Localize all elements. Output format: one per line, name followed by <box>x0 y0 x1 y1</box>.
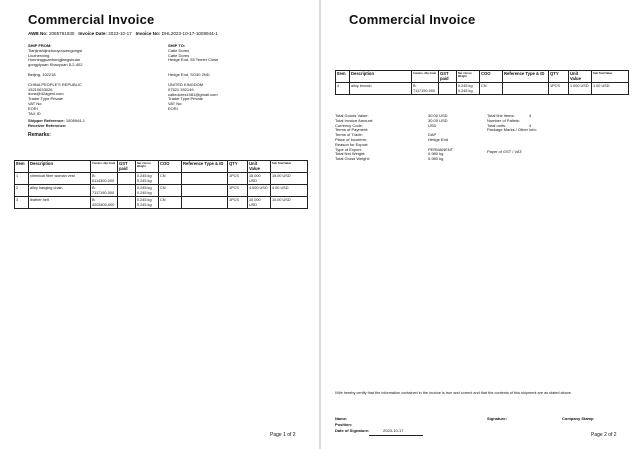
awb-number: 2085761930 <box>48 31 75 36</box>
cell-coo: CN <box>480 83 503 95</box>
total-label: Total Goods Value: <box>335 113 369 118</box>
cell-unit-value: 15.000 USD <box>248 173 271 185</box>
items-table <box>335 70 629 95</box>
total-label: Terms of Payment: <box>335 127 369 133</box>
cell-subtotal: 10.00 USD <box>271 197 308 209</box>
ship-to-line: Hedge End, 55 Terrier Close <box>168 57 219 63</box>
cell-subtotal: 15.00 USD <box>271 173 308 185</box>
invoice-header-line <box>28 32 218 37</box>
shipper-ref-label: Shipper Reference: <box>28 118 65 123</box>
ship-from-line: TAX ID <box>28 110 41 116</box>
cell-qty: 1PCS <box>228 185 248 197</box>
b-prefix: B: <box>92 174 96 178</box>
total-label: Reason for Export: <box>335 141 369 147</box>
remarks-label: Remarks: <box>28 132 51 138</box>
cell-commodity-code <box>412 83 439 95</box>
cell-subtotal: 1.00 USD <box>592 83 629 95</box>
cell-description: chemical fiber woman vest <box>29 173 91 185</box>
ship-to-line: Catie Dores <box>168 47 190 53</box>
cell-unit-value: 1.000 USD <box>569 83 592 95</box>
total-value: 0.980 kg <box>428 151 444 157</box>
sig-date-label: Date of Signature: <box>335 428 370 433</box>
total-label: Total Invoice Amount: <box>335 117 374 123</box>
col-reference: Reference Type & ID <box>182 161 228 173</box>
cell-gst <box>118 185 136 197</box>
items-table <box>14 160 308 209</box>
sig-position-label: Position: <box>335 422 353 427</box>
b-prefix: B: <box>413 84 417 88</box>
gross-weight: 0.245 kg <box>458 88 473 93</box>
ship-to-line: UNITED KINGDOM <box>168 81 204 87</box>
totals-right-values <box>529 114 531 128</box>
col-weight: Net / Gross Weight <box>457 71 480 83</box>
cell-commodity-code <box>91 185 118 197</box>
ship-to-line: 07521 392149 <box>168 86 194 92</box>
ship-to-line: VAT No: <box>168 101 183 107</box>
cell-unit-value: 10.000 USD <box>248 197 271 209</box>
col-subtotal: Sub Total Value <box>271 161 308 173</box>
commodity-code: 7117190-000 <box>92 190 115 195</box>
b-prefix: B: <box>92 198 96 202</box>
total-label: Total Net Weight: <box>335 151 366 157</box>
cell-commodity-code <box>91 173 118 185</box>
total-value: 4 <box>529 113 532 118</box>
cell-item: 3 <box>15 197 29 209</box>
net-weight: 0.245 kg <box>137 198 152 202</box>
cell-qty: 1PCS <box>228 197 248 209</box>
b-prefix: B: <box>92 186 96 190</box>
ship-from-line: dons@42agenl.com <box>28 91 64 97</box>
cell-gst <box>118 173 136 185</box>
net-weight: 0.245 kg <box>137 174 152 178</box>
ship-from-block <box>28 44 83 116</box>
cell-gst <box>118 197 136 209</box>
table-row <box>336 83 629 95</box>
signature-date-line <box>369 435 423 436</box>
shipper-ref: 1008944-1 <box>65 118 85 123</box>
col-commodity-code: Commo- dity Code <box>412 71 439 83</box>
col-weight: Net / Gross Weight <box>136 161 159 173</box>
col-item: Item <box>15 161 29 173</box>
cell-qty: 1PCS <box>549 83 569 95</box>
table-row <box>15 197 308 209</box>
totals-values <box>428 114 453 162</box>
col-subtotal: Sub Total Value <box>592 71 629 83</box>
total-value: 30.00 USD <box>428 117 448 123</box>
invoice-title: Commercial Invoice <box>349 12 476 27</box>
cell-description: alloy brooch <box>350 83 412 95</box>
ship-to-line: catiedores1981@gmail.com <box>168 91 218 97</box>
col-description: Description <box>29 161 91 173</box>
ship-from-line: Liuzhenxing <box>28 52 50 58</box>
table-row <box>15 173 308 185</box>
invoice-page-1 <box>0 0 319 449</box>
totals-labels <box>335 114 373 162</box>
cell-reference <box>182 197 228 209</box>
sig-date: 2023-10-17 <box>383 428 404 433</box>
net-weight: 0.245 kg <box>458 84 473 88</box>
commodity-code: 4203400-000 <box>92 202 115 207</box>
total-value: DAP <box>428 132 437 138</box>
awb-label: AWB No: <box>28 31 48 36</box>
table-header-row <box>336 71 629 83</box>
net-weight: 0.245 kg <box>137 186 152 190</box>
page-number: Page 1 of 2 <box>270 432 296 438</box>
cell-item: 4 <box>336 83 350 95</box>
ship-from-line: Honningguanhongjiangshuan <box>28 57 81 63</box>
total-label: Package Marks / Other Info: <box>487 127 537 133</box>
invoice-number: DHL2023-10-17-1008944-1 <box>161 31 218 36</box>
cell-description: alloy hanging chain <box>29 185 91 197</box>
ship-from-line: Tianjinshijinzhouyouzengongsi <box>28 47 83 53</box>
gross-weight: 0.245 kg <box>137 178 152 183</box>
col-reference: Reference Type & ID <box>503 71 549 83</box>
ship-to-line: Trader Type:Private <box>168 96 203 102</box>
ship-to-label: SHIP TO: <box>168 43 186 48</box>
ship-from-line: EORI <box>28 105 38 111</box>
sig-name-label: Name: <box>335 416 348 421</box>
invoice-date: 2023-10-17 <box>108 31 132 36</box>
col-unit-value: Unit Value <box>569 71 592 83</box>
ship-to-block <box>168 44 218 112</box>
ship-from-line: gongyiyuan Shaoyuan 8-2-402 <box>28 62 83 68</box>
cell-subtotal: 4.00 USD <box>271 185 308 197</box>
total-value: USD <box>428 122 437 128</box>
col-gst: GST paid <box>118 161 136 173</box>
cell-coo: CN <box>159 185 182 197</box>
invoice-date-label: Invoice Date: <box>78 31 107 36</box>
total-label: Total line items: <box>487 113 515 118</box>
ship-from-line: VAT No: <box>28 100 43 106</box>
total-label: Place of Incoterm: <box>335 136 368 142</box>
cell-item: 1 <box>15 173 29 185</box>
table-row <box>15 185 308 197</box>
cell-weight <box>457 83 480 95</box>
invoice-title: Commercial Invoice <box>28 12 155 27</box>
commodity-code: 6114300-000 <box>92 178 115 183</box>
ship-from-line: Trader Type:Private <box>28 96 63 102</box>
total-label: Type of Export: <box>335 146 362 152</box>
cell-qty: 1PCS <box>228 173 248 185</box>
ship-from-line: 15210633026 <box>28 86 53 92</box>
total-value: 4 <box>529 122 532 128</box>
total-value: 30.00 USD <box>428 113 448 118</box>
total-label: Currency Code: <box>335 122 364 128</box>
cell-reference <box>503 83 549 95</box>
cell-coo: CN <box>159 173 182 185</box>
reference-block <box>28 119 85 129</box>
col-qty: QTY <box>549 71 569 83</box>
cell-weight <box>136 185 159 197</box>
ship-to-city: Hedge End, SO30 2ND <box>168 72 210 78</box>
total-label: Terms of Trade: <box>335 132 363 138</box>
total-label: Total Gross Weight: <box>335 156 370 162</box>
total-value: PERMANENT <box>428 146 454 152</box>
company-stamp-label: Company Stamp <box>562 416 594 421</box>
cell-coo: CN <box>159 197 182 209</box>
invoice-page-2 <box>321 0 640 449</box>
total-label: Total units: <box>487 122 507 128</box>
receiver-ref-label: Receiver Reference: <box>28 122 67 128</box>
col-qty: QTY <box>228 161 248 173</box>
ship-from-label: SHIP FROM: <box>28 43 52 48</box>
col-coo: COO <box>159 161 182 173</box>
col-coo: COO <box>480 71 503 83</box>
cell-weight <box>136 173 159 185</box>
col-item: Item <box>336 71 350 83</box>
cell-description: leather belt <box>29 197 91 209</box>
total-value: Hedge End <box>428 136 449 142</box>
cell-reference <box>182 185 228 197</box>
col-commodity-code: Commo- dity Code <box>91 161 118 173</box>
certification-statement: I/We hereby certify that the information contained in the invoice is true and correct and that the contents of this shipment are as stated above. <box>335 391 572 395</box>
table-header-row <box>15 161 308 173</box>
signature-label: Signature: <box>487 416 507 421</box>
cell-gst <box>439 83 457 95</box>
cell-reference <box>182 173 228 185</box>
col-gst: GST paid <box>439 71 457 83</box>
payer-vat-label: Payer of GST / VAT: <box>487 149 523 154</box>
col-unit-value: Unit Value <box>248 161 271 173</box>
ship-from-line: CHINA PEOPLE'S REPUBLIC <box>28 81 82 87</box>
total-label: Number of Pallets: <box>487 117 520 123</box>
commodity-code: 7117190-000 <box>413 88 436 93</box>
ship-to-line: Catie Dores <box>168 52 190 58</box>
gross-weight: 0.245 kg <box>137 190 152 195</box>
invoice-number-label: Invoice No: <box>135 31 161 36</box>
page-number: Page 2 of 2 <box>591 432 617 438</box>
col-description: Description <box>350 71 412 83</box>
cell-weight <box>136 197 159 209</box>
cell-commodity-code <box>91 197 118 209</box>
ship-to-line: EORI <box>168 105 178 111</box>
total-value: 0.980 kg <box>428 156 444 162</box>
cell-item: 2 <box>15 185 29 197</box>
ship-from-city: Beijing, 102218 <box>28 71 56 77</box>
gross-weight: 0.245 kg <box>137 202 152 207</box>
cell-unit-value: 4.000 USD <box>248 185 271 197</box>
